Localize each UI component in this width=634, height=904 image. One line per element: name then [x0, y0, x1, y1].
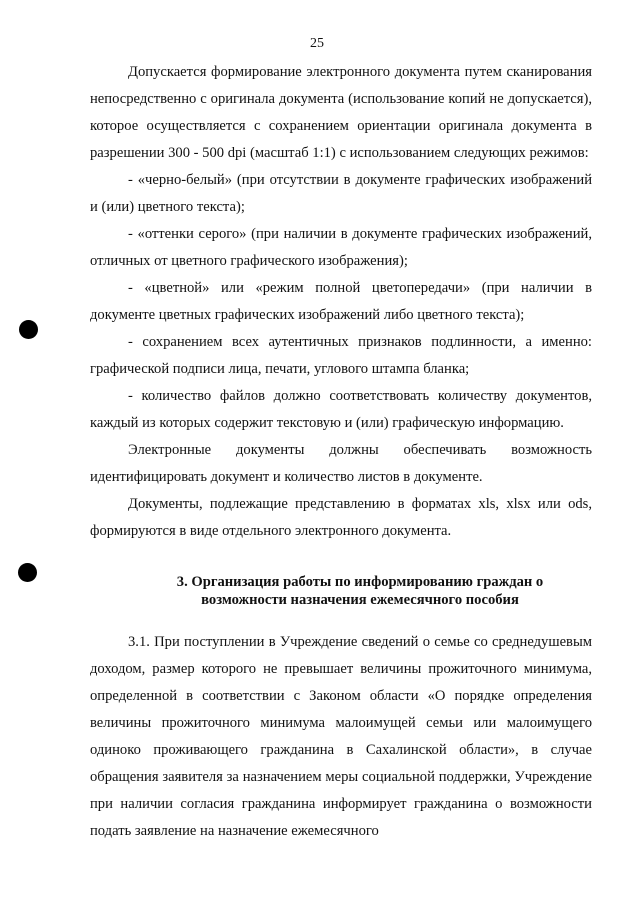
- paragraph-scanning: Допускается формирование электронного документа путем сканирования непосредственно с оригинала документа (использование копий не допускается), которое осуществляется с сохранением ориентации оригинала документа в разрешении 300 - 500 dpi (масштаб 1:1) с использованием следующих режимов:: [90, 64, 592, 161]
- list-item-file-count: - количество файлов должно соответствовать количеству документов, каждый из которых содержит текстовую и (или) графическую информацию.: [90, 388, 592, 431]
- list-item-authenticity: - сохранением всех аутентичных признаков подлинности, а именно: графической подписи лица, печати, углового штампа бланка;: [90, 334, 592, 377]
- binder-hole: [18, 563, 37, 582]
- paragraph-identification: Электронные документы должны обеспечивать возможность идентифицировать документ и количество листов в документе.: [90, 442, 592, 485]
- paragraph-3-1: 3.1. При поступлении в Учреждение сведений о семье со среднедушевым доходом, размер которого не превышает величины прожиточного минимума, определенной в соответствии с Законом области «О порядке определения величины прожиточного минимума малоимущей семьи или малоимущего одиноко проживающего гражданина в Сахалинской области», в случае обращения заявителя за назначением меры социальной поддержки, Учреждение при наличии согласия гражданина информирует гражданина о возможности подать заявление на назначение ежемесячного: [90, 634, 592, 839]
- document-body: [90, 59, 592, 845]
- list-item-black-white: - «черно-белый» (при отсутствии в документе графических изображений и (или) цветного текста);: [90, 172, 592, 215]
- binder-hole: [19, 320, 38, 339]
- section-heading-line-2: возможности назначения ежемесячного пособия: [201, 592, 519, 608]
- section-heading-line-1: 3. Организация работы по информированию граждан о: [176, 574, 544, 590]
- page-number: 25: [310, 36, 324, 51]
- list-item-color: - «цветной» или «режим полной цветопередачи» (при наличии в документе цветных графических изображений либо цветного текста);: [90, 280, 592, 323]
- paragraph-formats: Документы, подлежащие представлению в форматах xls, xlsx или ods, формируются в виде отдельного электронного документа.: [90, 496, 592, 539]
- section-heading: [90, 573, 592, 609]
- list-item-grayscale: - «оттенки серого» (при наличии в документе графических изображений, отличных от цветного графического изображения);: [90, 226, 592, 269]
